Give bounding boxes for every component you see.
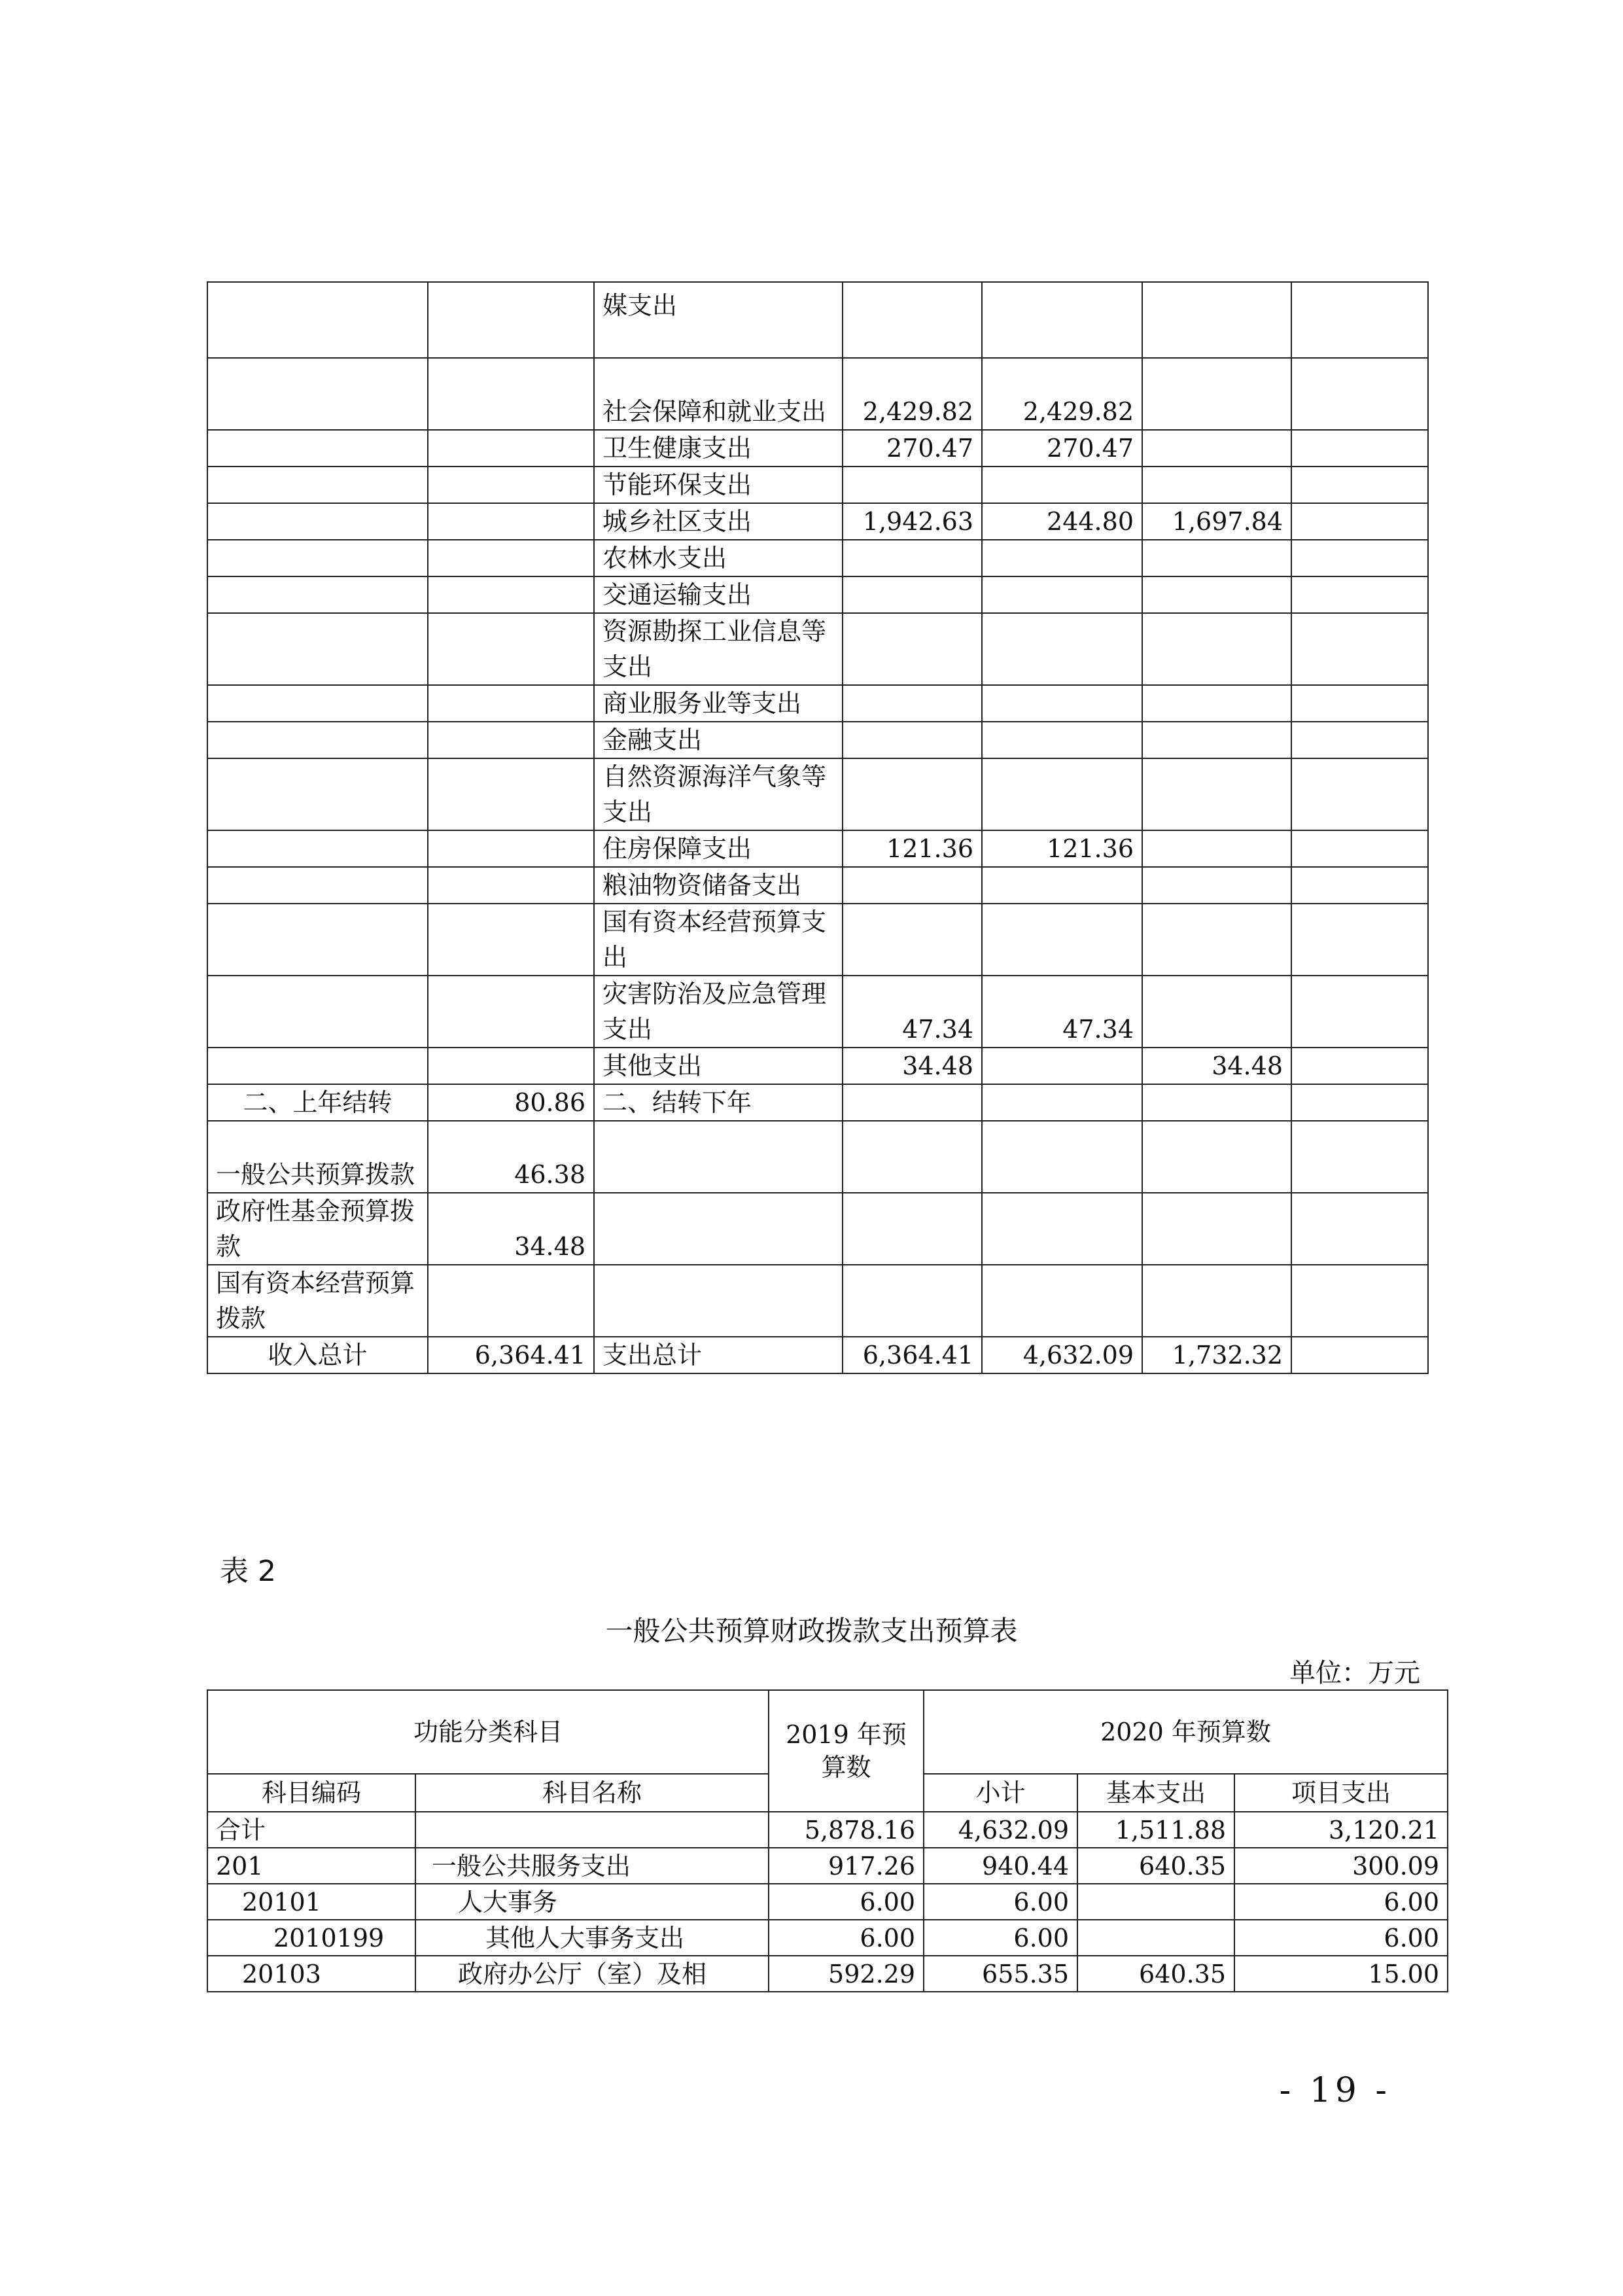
table-cell — [1291, 282, 1428, 358]
value-cell: 300.09 — [1234, 1848, 1448, 1884]
table-cell — [982, 1048, 1142, 1084]
table-cell — [594, 1193, 843, 1265]
table-cell: 47.34 — [843, 976, 982, 1048]
table-cell: 媒支出 — [594, 282, 843, 358]
table-cell — [843, 758, 982, 830]
table-cell — [843, 613, 982, 685]
table-cell — [1142, 904, 1291, 976]
name-cell: 政府办公厅（室）及相 — [415, 1956, 769, 1992]
table-row — [207, 1193, 1428, 1265]
table-cell — [982, 467, 1142, 503]
table-cell — [843, 576, 982, 613]
table-cell: 34.48 — [1142, 1048, 1291, 1084]
table-cell: 121.36 — [843, 830, 982, 867]
table-cell — [982, 1193, 1142, 1265]
table-cell: 粮油物资储备支出 — [594, 867, 843, 904]
table-cell — [1142, 613, 1291, 685]
table-cell: 46.38 — [428, 1121, 594, 1193]
table-cell — [1142, 867, 1291, 904]
table-cell — [428, 540, 594, 576]
table-cell — [843, 1265, 982, 1337]
table-cell: 灾害防治及应急管理支出 — [594, 976, 843, 1048]
table-row — [207, 1084, 1428, 1121]
table-cell — [207, 613, 428, 685]
table-cell — [1291, 830, 1428, 867]
table-cell: 商业服务业等支出 — [594, 685, 843, 722]
value-cell: 655.35 — [924, 1956, 1077, 1992]
table-cell — [428, 576, 594, 613]
table-cell: 6,364.41 — [843, 1337, 982, 1373]
table-cell — [843, 540, 982, 576]
table-cell: 城乡社区支出 — [594, 503, 843, 540]
table-cell — [1291, 1337, 1428, 1373]
table-cell — [1291, 430, 1428, 467]
table-cell — [1142, 430, 1291, 467]
value-cell: 6.00 — [924, 1884, 1077, 1920]
table-cell: 270.47 — [843, 430, 982, 467]
value-cell: 6.00 — [1234, 1884, 1448, 1920]
table-header-row — [207, 1690, 1448, 1774]
name-cell: 一般公共服务支出 — [415, 1848, 769, 1884]
table-cell — [1142, 282, 1291, 358]
table-cell — [428, 904, 594, 976]
table-cell — [982, 576, 1142, 613]
general-budget-expenditure-table — [207, 1689, 1448, 1992]
table-cell — [982, 282, 1142, 358]
table-cell — [982, 1265, 1142, 1337]
code-cell: 合计 — [207, 1812, 415, 1848]
table-title: 一般公共预算财政拨款支出预算表 — [605, 1615, 1018, 1647]
table-cell — [207, 430, 428, 467]
table-cell: 80.86 — [428, 1084, 594, 1121]
table-cell — [428, 430, 594, 467]
table-cell — [843, 282, 982, 358]
name-cell: 人大事务 — [415, 1884, 769, 1920]
table-row — [207, 904, 1428, 976]
table-row — [207, 867, 1428, 904]
value-cell: 4,632.09 — [924, 1812, 1077, 1848]
table-row — [207, 358, 1428, 430]
table-cell — [207, 685, 428, 722]
table-cell — [207, 467, 428, 503]
code-cell: 201 — [207, 1848, 415, 1884]
value-cell: 6.00 — [769, 1920, 924, 1956]
table-row — [207, 467, 1428, 503]
value-cell: 15.00 — [1234, 1956, 1448, 1992]
table-cell: 金融支出 — [594, 722, 843, 758]
table-cell — [428, 358, 594, 430]
table-cell — [1142, 1193, 1291, 1265]
table-cell — [982, 1084, 1142, 1121]
table-cell: 1,732.32 — [1142, 1337, 1291, 1373]
name-cell: 其他人大事务支出 — [415, 1920, 769, 1956]
value-cell — [1077, 1920, 1234, 1956]
table-label: 表 2 — [220, 1555, 276, 1588]
table-cell — [428, 758, 594, 830]
table-row — [207, 1920, 1448, 1956]
table-cell — [982, 867, 1142, 904]
table-cell: 支出总计 — [594, 1337, 843, 1373]
table-cell — [1291, 467, 1428, 503]
table-row — [207, 1121, 1428, 1193]
table-cell — [1291, 540, 1428, 576]
table-row — [207, 576, 1428, 613]
table-cell — [1142, 1265, 1291, 1337]
table-row — [207, 1848, 1448, 1884]
table-row — [207, 976, 1428, 1048]
table-row — [207, 1337, 1428, 1373]
table-cell — [1142, 467, 1291, 503]
table-cell — [1291, 1193, 1428, 1265]
table-cell — [428, 1048, 594, 1084]
value-cell: 640.35 — [1077, 1956, 1234, 1992]
table-cell — [594, 1121, 843, 1193]
table-cell: 国有资本经营预算支出 — [594, 904, 843, 976]
table-cell: 47.34 — [982, 976, 1142, 1048]
table-cell — [1291, 613, 1428, 685]
value-cell: 592.29 — [769, 1956, 924, 1992]
table-cell: 农林水支出 — [594, 540, 843, 576]
table-cell — [428, 503, 594, 540]
table-cell — [207, 1048, 428, 1084]
table-cell — [207, 830, 428, 867]
table-row — [207, 430, 1428, 467]
table-cell — [207, 722, 428, 758]
table-cell — [207, 904, 428, 976]
table-row — [207, 1884, 1448, 1920]
table-cell — [207, 976, 428, 1048]
table-row — [207, 722, 1428, 758]
table-cell: 二、上年结转 — [207, 1084, 428, 1121]
table-cell — [207, 576, 428, 613]
table-cell: 1,942.63 — [843, 503, 982, 540]
table-cell: 270.47 — [982, 430, 1142, 467]
table-cell — [207, 867, 428, 904]
table-cell — [594, 1265, 843, 1337]
unit-label: 单位：万元 — [1289, 1658, 1420, 1688]
table-cell — [1142, 758, 1291, 830]
table-cell — [1291, 976, 1428, 1048]
value-cell: 640.35 — [1077, 1848, 1234, 1884]
table-cell: 二、结转下年 — [594, 1084, 843, 1121]
table-cell — [1291, 904, 1428, 976]
table-cell: 节能环保支出 — [594, 467, 843, 503]
table-cell — [428, 282, 594, 358]
table-cell: 资源勘探工业信息等支出 — [594, 613, 843, 685]
table-row — [207, 685, 1428, 722]
table-cell — [1291, 576, 1428, 613]
table-cell — [1142, 1084, 1291, 1121]
table-row — [207, 1265, 1428, 1337]
code-cell: 2010199 — [207, 1920, 415, 1956]
table-cell — [207, 503, 428, 540]
value-cell: 6.00 — [769, 1884, 924, 1920]
table-cell — [843, 467, 982, 503]
table-cell: 自然资源海洋气象等支出 — [594, 758, 843, 830]
value-cell: 5,878.16 — [769, 1812, 924, 1848]
table-row — [207, 1048, 1428, 1084]
table-cell — [428, 685, 594, 722]
table-cell — [1291, 1265, 1428, 1337]
header-budget-2019: 2019 年预算数 — [769, 1690, 924, 1812]
table-cell — [207, 358, 428, 430]
table-cell: 244.80 — [982, 503, 1142, 540]
table-cell — [982, 613, 1142, 685]
table-cell: 政府性基金预算拨款 — [207, 1193, 428, 1265]
table-cell: 4,632.09 — [982, 1337, 1142, 1373]
table-cell — [1142, 576, 1291, 613]
table-cell — [1142, 540, 1291, 576]
value-cell — [1077, 1884, 1234, 1920]
table-cell — [428, 722, 594, 758]
table-cell — [843, 904, 982, 976]
table-cell — [428, 1265, 594, 1337]
header-project: 项目支出 — [1234, 1774, 1448, 1812]
value-cell: 1,511.88 — [1077, 1812, 1234, 1848]
header-name: 科目名称 — [415, 1774, 769, 1812]
table-cell — [428, 613, 594, 685]
table-cell: 1,697.84 — [1142, 503, 1291, 540]
table-cell — [982, 540, 1142, 576]
table-cell — [1291, 758, 1428, 830]
table-cell: 其他支出 — [594, 1048, 843, 1084]
table-row — [207, 540, 1428, 576]
table-cell — [1142, 685, 1291, 722]
table-cell — [428, 867, 594, 904]
table-cell: 国有资本经营预算拨款 — [207, 1265, 428, 1337]
table-cell — [982, 722, 1142, 758]
table-cell — [1142, 976, 1291, 1048]
header-function-class: 功能分类科目 — [207, 1690, 769, 1774]
table-cell — [843, 685, 982, 722]
table-cell — [982, 685, 1142, 722]
table-cell — [843, 1084, 982, 1121]
table-cell — [982, 904, 1142, 976]
table-row — [207, 282, 1428, 358]
value-cell: 6.00 — [924, 1920, 1077, 1956]
table-cell — [207, 282, 428, 358]
header-basic: 基本支出 — [1077, 1774, 1234, 1812]
income-expenditure-table-continued — [207, 281, 1429, 1374]
table-row — [207, 613, 1428, 685]
table-cell — [1291, 1048, 1428, 1084]
table-row — [207, 758, 1428, 830]
header-budget-2020: 2020 年预算数 — [924, 1690, 1448, 1774]
table-cell: 121.36 — [982, 830, 1142, 867]
header-code: 科目编码 — [207, 1774, 415, 1812]
value-cell: 6.00 — [1234, 1920, 1448, 1956]
value-cell: 940.44 — [924, 1848, 1077, 1884]
table-row — [207, 1812, 1448, 1848]
value-cell: 3,120.21 — [1234, 1812, 1448, 1848]
table-cell — [207, 758, 428, 830]
table-cell — [1291, 503, 1428, 540]
table-cell — [1291, 358, 1428, 430]
table-row — [207, 830, 1428, 867]
table-cell: 一般公共预算拨款 — [207, 1121, 428, 1193]
table-cell — [843, 722, 982, 758]
table-cell: 交通运输支出 — [594, 576, 843, 613]
table-cell — [1142, 830, 1291, 867]
code-cell: 20101 — [207, 1884, 415, 1920]
table-cell: 2,429.82 — [843, 358, 982, 430]
table-cell — [428, 830, 594, 867]
value-cell: 917.26 — [769, 1848, 924, 1884]
table-cell: 社会保障和就业支出 — [594, 358, 843, 430]
table-cell: 6,364.41 — [428, 1337, 594, 1373]
table-cell — [428, 976, 594, 1048]
table-cell: 卫生健康支出 — [594, 430, 843, 467]
table-cell — [982, 758, 1142, 830]
table-row — [207, 1956, 1448, 1992]
page-number: - 19 - — [1279, 2071, 1391, 2110]
header-subtotal: 小计 — [924, 1774, 1077, 1812]
table-cell — [982, 1121, 1142, 1193]
table-cell — [1291, 867, 1428, 904]
table-cell: 住房保障支出 — [594, 830, 843, 867]
table-cell: 收入总计 — [207, 1337, 428, 1373]
table-cell — [1291, 722, 1428, 758]
table-cell — [843, 867, 982, 904]
table-cell — [1142, 1121, 1291, 1193]
table-cell: 34.48 — [843, 1048, 982, 1084]
table-cell — [843, 1121, 982, 1193]
table-cell — [428, 467, 594, 503]
table-cell — [1142, 358, 1291, 430]
table-cell — [1291, 1121, 1428, 1193]
table-cell: 2,429.82 — [982, 358, 1142, 430]
table-cell — [1142, 722, 1291, 758]
table-cell — [1291, 685, 1428, 722]
code-cell: 20103 — [207, 1956, 415, 1992]
table-cell: 34.48 — [428, 1193, 594, 1265]
name-cell — [415, 1812, 769, 1848]
table-row — [207, 503, 1428, 540]
table-cell — [1291, 1084, 1428, 1121]
table-cell — [207, 540, 428, 576]
table-cell — [843, 1193, 982, 1265]
